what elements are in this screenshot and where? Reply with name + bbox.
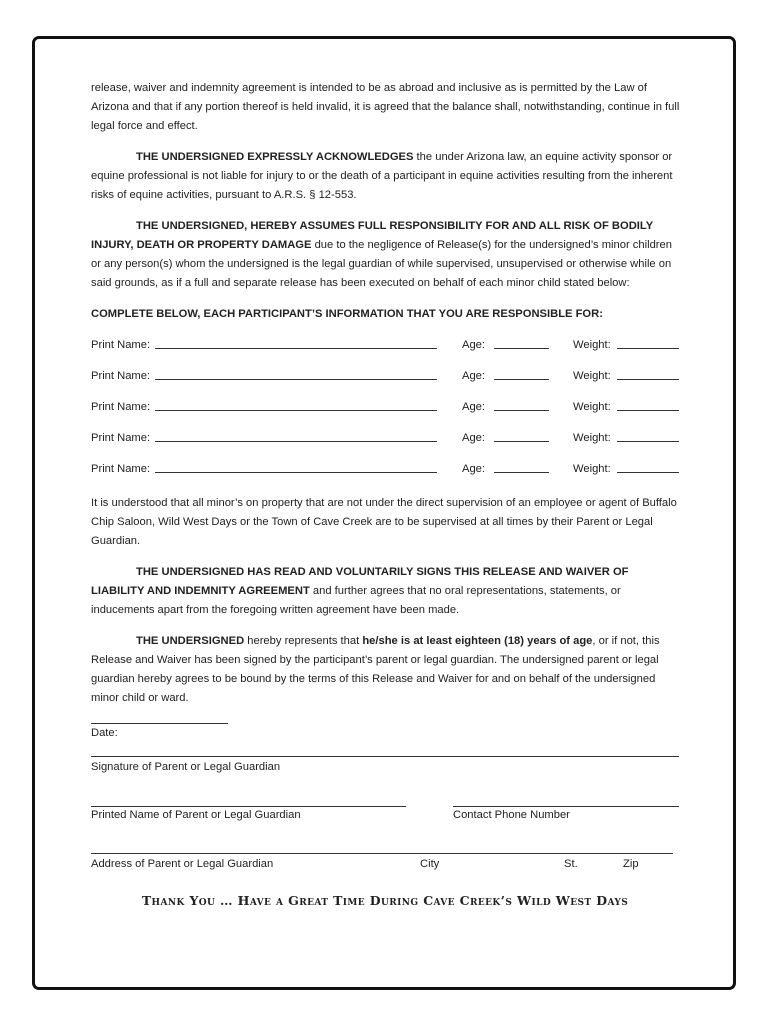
weight-label: Weight: [573, 370, 611, 382]
date-line[interactable] [91, 723, 228, 724]
participant-list [91, 336, 681, 491]
print-name-field[interactable] [155, 336, 437, 356]
paragraph-responsibility [91, 217, 681, 293]
participants-heading [91, 305, 681, 324]
age-rep-text-1: hereby represents that [244, 635, 363, 647]
printed-name-label: Printed Name of Parent or Legal Guardian [91, 809, 301, 821]
responsibility-bold: THE UNDERSIGNED, HEREBY ASSUMES FULL RESPONSIBILITY FOR AND ALL RISK OF BODILY INJURY, DEATH OR PROPERTY DAMAGE [91, 220, 653, 251]
print-name-field[interactable] [155, 398, 437, 418]
waiver-body [91, 79, 681, 720]
signature-label: Signature of Parent or Legal Guardian [91, 761, 281, 773]
address-line[interactable] [91, 853, 673, 854]
print-name-label: Print Name: [91, 339, 151, 351]
participant-row [91, 336, 681, 367]
acknowledgement-text: the under Arizona law, an equine activity sponsor or equine professional is not liable for injury to or the death of a participant in equine activities resulting from the inherent risks of equine activities, pursuant to A.R.S. § 12-553. [91, 151, 673, 201]
printed-name-line[interactable] [91, 806, 406, 807]
age-field[interactable] [494, 429, 549, 449]
print-name-label: Print Name: [91, 432, 151, 444]
age-rep-bold-1: THE UNDERSIGNED [136, 635, 245, 647]
age-label: Age: [462, 432, 486, 444]
date-label: Date: [91, 727, 118, 739]
weight-field[interactable] [617, 367, 679, 387]
weight-label: Weight: [573, 339, 611, 351]
paragraph-supervision: It is understood that all minor’s on property that are not under the direct supervision of an employee or agent of Buffalo Chip Saloon, Wild West Days or the Town of Cave Creek are to be supervised at all times by their Parent or Legal Guardian. [91, 497, 677, 547]
paragraph-age-representation [91, 632, 681, 708]
age-label: Age: [462, 339, 486, 351]
acknowledgement-bold: THE UNDERSIGNED EXPRESSLY ACKNOWLEDGES [136, 151, 414, 163]
print-name-field[interactable] [155, 460, 437, 480]
age-label: Age: [462, 463, 486, 475]
weight-label: Weight: [573, 463, 611, 475]
zip-label: Zip [623, 858, 639, 870]
weight-field[interactable] [617, 460, 679, 480]
age-field[interactable] [494, 460, 549, 480]
footer-thank-you: Thank You … Have a Great Time During Cave Creek’s Wild West Days [141, 893, 629, 908]
age-rep-bold-2: he/she is at least eighteen (18) years of age [362, 635, 593, 647]
age-field[interactable] [494, 367, 549, 387]
print-name-label: Print Name: [91, 370, 151, 382]
participants-heading-text: COMPLETE BELOW, EACH PARTICIPANT’S INFORMATION THAT YOU ARE RESPONSIBLE FOR: [91, 308, 603, 320]
print-name-field[interactable] [155, 367, 437, 387]
age-rep-text-2: , or if not, this Release and Waiver has been signed by the participant’s parent or legal guardian. The undersigned parent or legal guardian hereby agrees to be bound by the terms of this Release and Waiver for and on behalf of the undersigned minor child or ward. [91, 635, 660, 704]
city-label: City [420, 858, 440, 870]
signature-line[interactable] [91, 756, 679, 757]
address-label: Address of Parent or Legal Guardian [91, 858, 274, 870]
age-label: Age: [462, 370, 486, 382]
paragraph-voluntary-signature [91, 563, 681, 620]
participant-row [91, 367, 681, 398]
paragraph-legal-scope: release, waiver and indemnity agreement is intended to be as abroad and inclusive as is permitted by the Law of Arizona and that if any portion thereof is held invalid, it is agreed that the balance shall, notwithstanding, continue in full legal force and effect. [91, 82, 680, 132]
age-label: Age: [462, 401, 486, 413]
participant-row [91, 398, 681, 429]
weight-field[interactable] [617, 336, 679, 356]
weight-label: Weight: [573, 401, 611, 413]
participant-row [91, 460, 681, 491]
weight-field[interactable] [617, 398, 679, 418]
age-field[interactable] [494, 398, 549, 418]
weight-label: Weight: [573, 432, 611, 444]
age-field[interactable] [494, 336, 549, 356]
voluntary-text: and further agrees that no oral representations, statements, or inducements apart from the foregoing written agreement have been made. [91, 585, 621, 616]
state-label: St. [564, 858, 578, 870]
print-name-label: Print Name: [91, 401, 151, 413]
phone-label: Contact Phone Number [453, 809, 570, 821]
paragraph-acknowledgement [91, 148, 681, 205]
participant-row [91, 429, 681, 460]
print-name-label: Print Name: [91, 463, 151, 475]
print-name-field[interactable] [155, 429, 437, 449]
responsibility-text: due to the negligence of Release(s) for the undersigned’s minor children or any person(s) whom the undersigned is the legal guardian of while supervised, unsupervised or otherwise while on said grounds, as if a full and separate release has been executed on behalf of each minor child stated below: [91, 239, 672, 289]
voluntary-bold: THE UNDERSIGNED HAS READ AND VOLUNTARILY SIGNS THIS RELEASE AND WAIVER OF LIABILITY AND INDEMNITY AGREEMENT [91, 566, 629, 597]
weight-field[interactable] [617, 429, 679, 449]
phone-line[interactable] [453, 806, 679, 807]
